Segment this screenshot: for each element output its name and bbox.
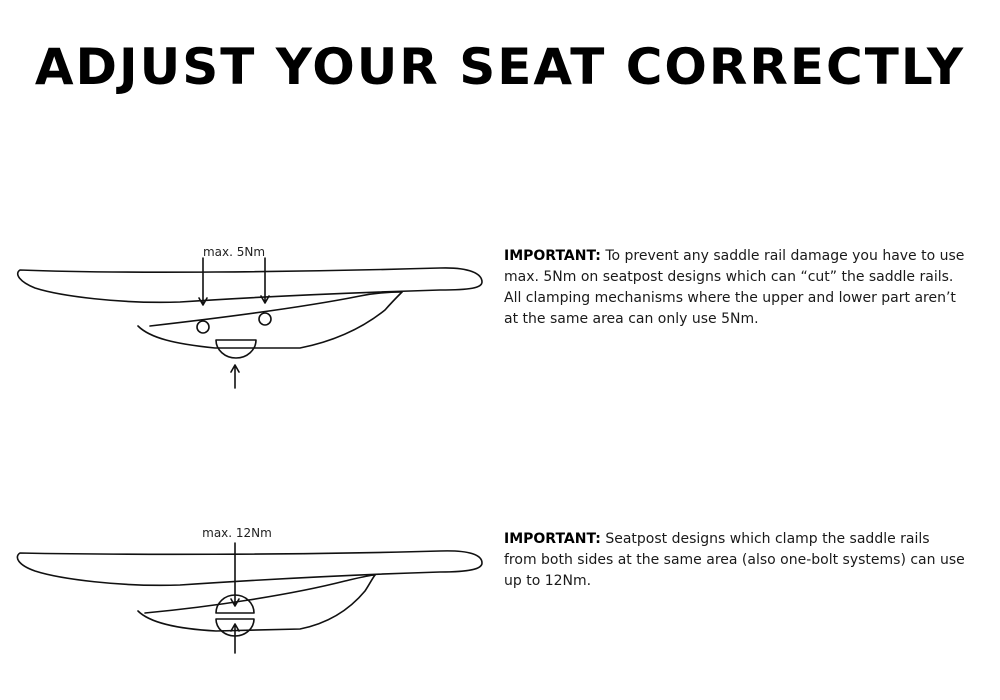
arrow-down-front xyxy=(199,258,207,305)
note-line: at the same area can only use 5Nm. xyxy=(504,311,759,327)
clamp-bolt-front xyxy=(197,321,209,333)
note-line: Seatpost designs which clamp the saddle rails xyxy=(605,531,930,547)
clamp-diagram-5nm xyxy=(0,230,1000,405)
note-line: To prevent any saddle rail damage you have to use xyxy=(605,248,965,264)
note-lead: IMPORTANT: xyxy=(504,248,601,264)
page-title: ADJUST YOUR SEAT CORRECTLY xyxy=(34,38,966,96)
saddle-shell xyxy=(18,268,482,302)
saddle-diagram-two-bolt xyxy=(0,230,500,405)
torque-label-5nm: max. 5Nm xyxy=(202,245,266,259)
important-note-5nm xyxy=(504,246,994,330)
arrow-down-top xyxy=(231,543,239,606)
note-line: All clamping mechanisms where the upper and lower part aren’t xyxy=(504,290,956,306)
saddle-rail-lower xyxy=(138,575,375,631)
note-line: from both sides at the same area (also one-bolt systems) can use xyxy=(504,552,965,568)
important-note-12nm xyxy=(504,529,994,592)
note-lead: IMPORTANT: xyxy=(504,531,601,547)
torque-label-12nm: max. 12Nm xyxy=(202,526,272,540)
saddle-diagram-one-bolt xyxy=(0,515,500,675)
clamp-bolt-rear xyxy=(259,313,271,325)
note-line: max. 5Nm on seatpost designs which can “cut” the saddle rails. xyxy=(504,269,954,285)
saddle-rail-lower xyxy=(138,292,402,348)
arrow-up-bottom xyxy=(231,365,239,388)
clamp-diagram-12nm xyxy=(0,515,1000,675)
clamp-head xyxy=(216,340,256,358)
arrow-up-bottom xyxy=(231,624,239,653)
note-line: up to 12Nm. xyxy=(504,573,592,589)
saddle-shell xyxy=(17,551,482,585)
